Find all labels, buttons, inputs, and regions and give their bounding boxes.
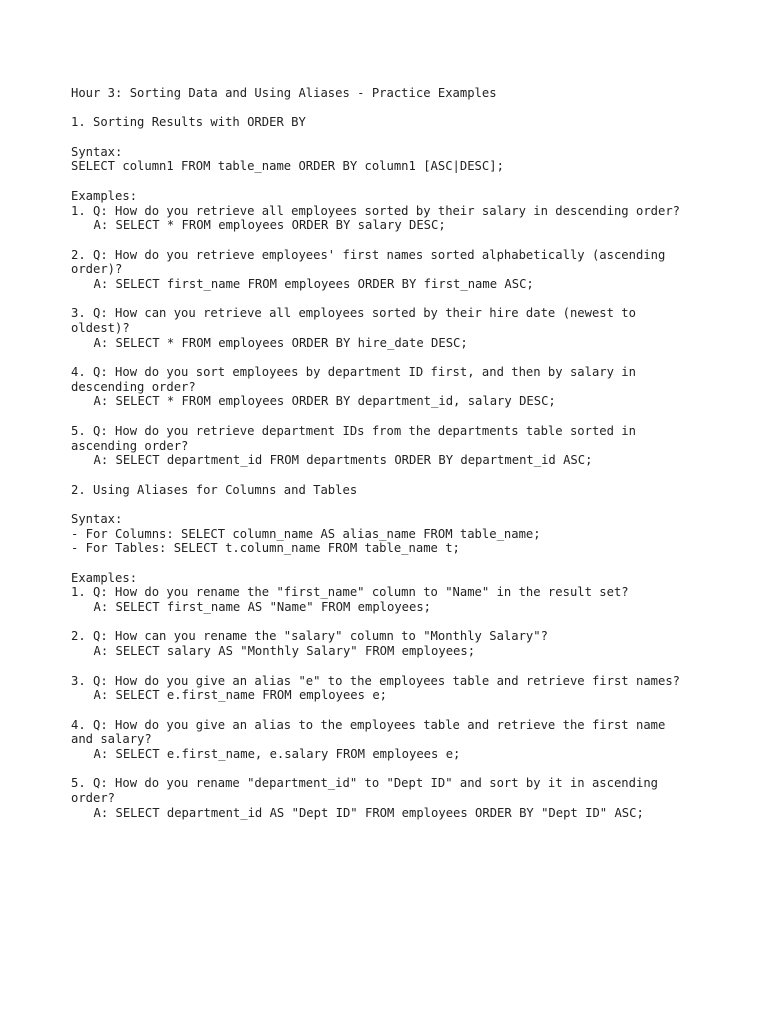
section2-example-1 (71, 585, 731, 614)
document-page (71, 86, 731, 820)
question-text-cont: ascending order? (71, 438, 189, 453)
answer-text: A: SELECT e.first_name FROM employees e; (93, 688, 387, 703)
section1-syntax-label: Syntax: (71, 144, 123, 159)
question-text: 5. Q: How do you retrieve department IDs from the departments table sorted in (71, 423, 636, 438)
answer-text: A: SELECT department_id AS "Dept ID" FROM employees ORDER BY "Dept ID" ASC; (93, 805, 644, 820)
question-text: 5. Q: How do you rename "department_id" to "Dept ID" and sort by it in ascending (71, 776, 658, 791)
question-text: 1. Q: How do you retrieve all employees sorted by their salary in descending order? (71, 203, 681, 218)
question-text-cont: and salary? (71, 732, 152, 747)
spacer (71, 292, 731, 307)
answer-text: A: SELECT e.first_name, e.salary FROM employees e; (93, 746, 461, 761)
section1-example-5 (71, 424, 731, 468)
question-text: 2. Q: How do you retrieve employees' first names sorted alphabetically (ascending (71, 247, 666, 262)
question-text: 4. Q: How do you sort employees by department ID first, and then by salary in (71, 365, 636, 380)
section2-example-2 (71, 629, 731, 658)
spacer (71, 556, 731, 571)
section2-syntax-tables: - For Tables: SELECT t.column_name FROM table_name t; (71, 541, 460, 556)
section1-example-2 (71, 248, 731, 292)
answer-text: A: SELECT first_name FROM employees ORDER BY first_name ASC; (93, 276, 534, 291)
section1-syntax: SELECT column1 FROM table_name ORDER BY column1 [ASC|DESC]; (71, 159, 504, 174)
question-text: 3. Q: How do you give an alias "e" to the employees table and retrieve first names? (71, 673, 681, 688)
spacer (71, 703, 731, 718)
spacer (71, 130, 731, 145)
spacer (71, 233, 731, 248)
spacer (71, 659, 731, 674)
section1-example-3 (71, 306, 731, 350)
section2-example-5 (71, 776, 731, 820)
spacer (71, 174, 731, 189)
question-text-cont: oldest)? (71, 321, 130, 335)
section2-example-4 (71, 718, 731, 762)
answer-text: A: SELECT first_name AS "Name" FROM employees; (93, 600, 432, 615)
question-text: 2. Q: How can you rename the "salary" column to "Monthly Salary"? (71, 629, 548, 644)
answer-text: A: SELECT salary AS "Monthly Salary" FROM employees; (93, 644, 476, 659)
question-text: 4. Q: How do you give an alias to the employees table and retrieve the first name (71, 717, 666, 732)
answer-text: A: SELECT * FROM employees ORDER BY department_id, salary DESC; (93, 394, 556, 409)
section2-syntax-label: Syntax: (71, 511, 123, 526)
question-text: 3. Q: How can you retrieve all employees sorted by their hire date (newest to (71, 306, 636, 321)
question-text: 1. Q: How do you rename the "first_name" column to "Name" in the result set? (71, 585, 629, 600)
question-text-cont: order? (71, 791, 116, 805)
spacer (71, 350, 731, 365)
spacer (71, 101, 731, 116)
section2-examples-label: Examples: (71, 570, 138, 585)
spacer (71, 615, 731, 630)
section1-example-1 (71, 204, 731, 233)
section2-heading: 2. Using Aliases for Columns and Tables (71, 482, 358, 497)
answer-text: A: SELECT department_id FROM departments ORDER BY department_id ASC; (93, 453, 593, 468)
question-text-cont: descending order? (71, 379, 196, 394)
section2-syntax-columns: - For Columns: SELECT column_name AS alias_name FROM table_name; (71, 526, 541, 541)
spacer (71, 497, 731, 512)
section1-heading: 1. Sorting Results with ORDER BY (71, 115, 306, 130)
section1-example-4 (71, 365, 731, 409)
spacer (71, 762, 731, 777)
spacer (71, 409, 731, 424)
section1-examples-label: Examples: (71, 188, 138, 203)
question-text-cont: order)? (71, 262, 123, 277)
answer-text: A: SELECT * FROM employees ORDER BY salary DESC; (93, 218, 446, 233)
spacer (71, 468, 731, 483)
answer-text: A: SELECT * FROM employees ORDER BY hire_date DESC; (93, 335, 468, 350)
document-title: Hour 3: Sorting Data and Using Aliases - Practice Examples (71, 86, 497, 100)
section2-example-3 (71, 674, 731, 703)
